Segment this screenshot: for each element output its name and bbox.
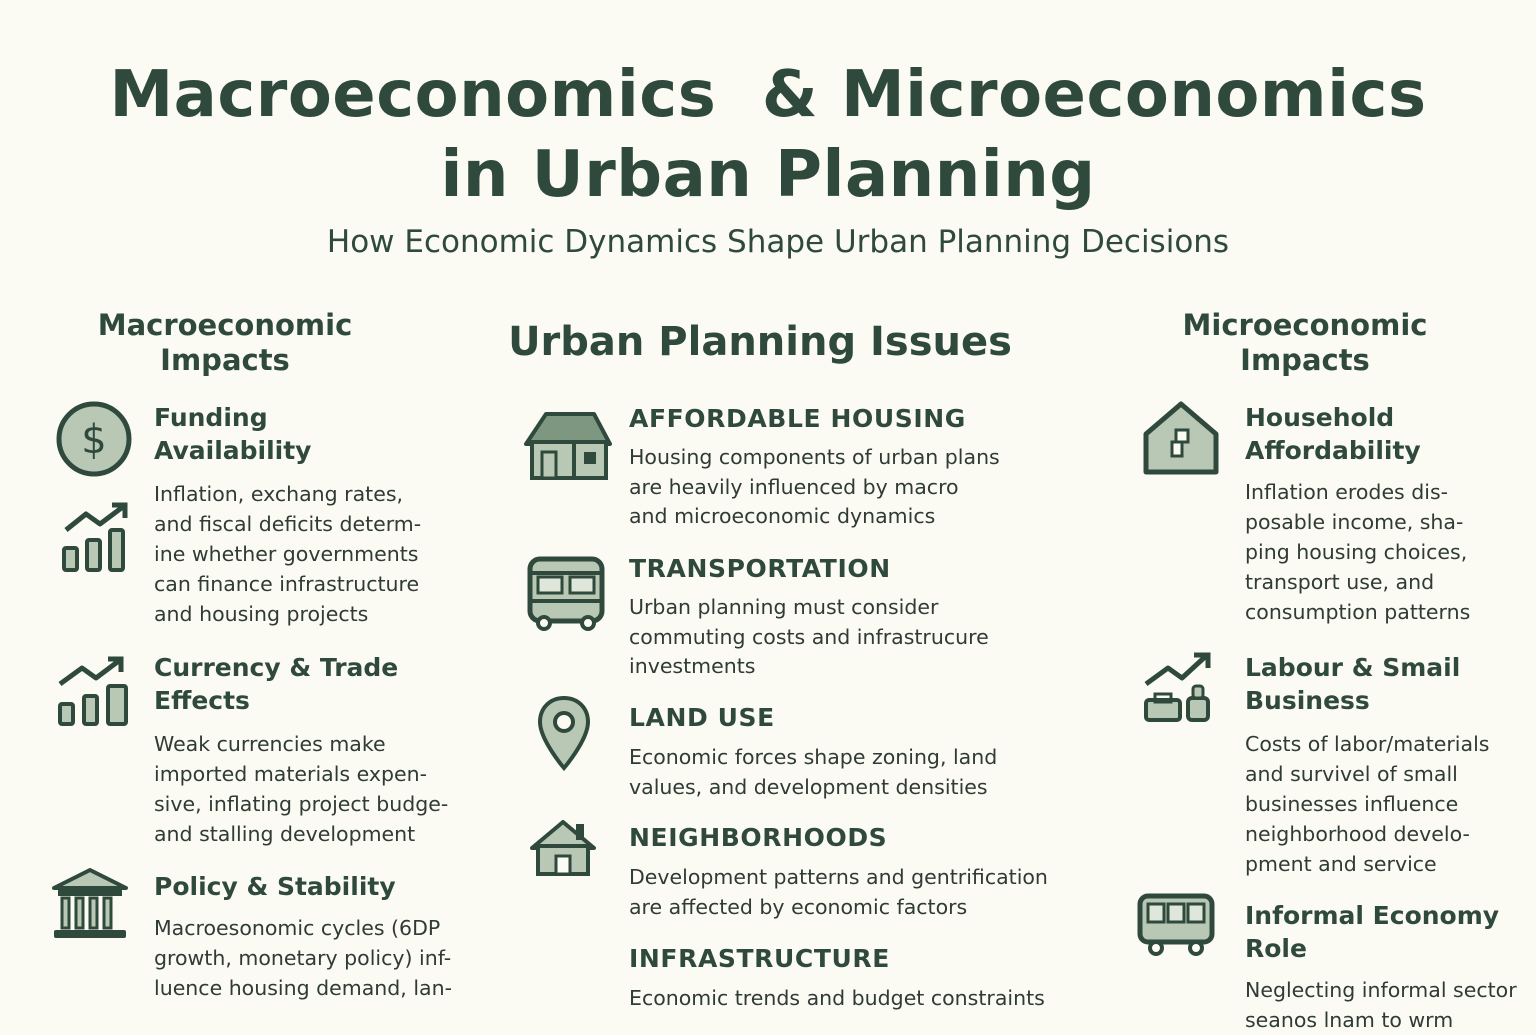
bank-icon [50,866,130,942]
urban-item-text: Housing components of urban plans are heavily influenced by macro and microeconomic dynamics [629,445,1000,528]
urban-item-transport [629,552,1089,682]
micro-item-title: Labour & Smail Business [1245,653,1461,715]
location-pin-icon [536,694,592,774]
urban-item-neighborhoods [629,821,1089,922]
micro-item-text: Inflation erodes dis- posable income, sha- ping housing choices, transport use, and consumption patterns [1245,480,1471,624]
small-house-icon [528,818,598,878]
macro-item-title: Currency & Trade Effects [154,653,399,715]
micro-item-informal [1245,899,1530,1035]
macro-item-currency [154,651,484,849]
urban-item-land-use [629,701,1089,802]
macro-item-policy [154,870,484,1003]
urban-item-title: TRANSPORTATION [629,554,891,583]
macro-item-funding [154,401,484,629]
urban-item-text: Development patterns and gentrification are affected by economic factors [629,865,1048,919]
macro-item-text: Inflation, exchang rates, and fiscal deficits determ- ine whether governments can finance infrastructure and housing projects [154,482,422,626]
urban-item-title: INFRASTRUCTURE [629,944,890,973]
urban-item-text: Economic trends and budget constraints [629,986,1045,1010]
macro-item-text: Macroesonomic cycles (6DP growth, monetary policy) inf- luence housing demand, lan- [154,916,452,1000]
urban-item-title: LAND USE [629,703,775,732]
business-growth-icon [1142,650,1218,724]
micro-heading: Microeconomic Impacts [1182,308,1428,377]
micro-item-text: Costs of labor/materials and survivel of small businesses influence neighborhood develo- pment and service [1245,732,1490,876]
page-title [0,55,1536,215]
micro-item-labour [1245,651,1530,879]
urban-item-infrastructure [629,942,1089,1013]
house-icon [522,408,614,482]
title-line-1: Macroeconomics & Microeconomics [109,58,1427,132]
growth-chart-icon [56,654,132,730]
macro-item-text: Weak currencies make imported materials expen- sive, inflating project budge- and stalling development [154,732,449,846]
micro-item-text: Neglecting informal sector seanos lnam to wrm [1245,978,1517,1032]
dollar-icon [55,400,133,478]
growth-chart-icon [58,500,134,576]
urban-item-housing [629,402,1089,532]
micro-item-household [1245,401,1530,627]
household-icon [1142,400,1220,476]
urban-item-title: NEIGHBORHOODS [629,823,888,852]
urban-item-text: Economic forces shape zoning, land values, and development densities [629,745,998,799]
macro-item-title: Policy & Stability [154,872,396,901]
page-subtitle: How Economic Dynamics Shape Urban Planning Decisions [326,224,1230,260]
macro-item-title: Funding Availability [154,403,312,465]
urban-item-title: AFFORDABLE HOUSING [629,404,966,433]
macro-heading: Macroeconomic Impacts [97,308,353,377]
svg-text:$: $ [81,417,107,463]
urban-item-text: Urban planning must consider commuting costs and infrastrucure investments [629,595,989,678]
tram-icon [1136,892,1216,958]
micro-item-title: Household Affordability [1245,403,1421,465]
title-line-2: in Urban Planning [440,138,1096,212]
micro-item-title: Informal Economy Role [1245,901,1500,963]
urban-heading: Urban Planning Issues [508,319,1012,365]
bus-icon [526,555,606,633]
